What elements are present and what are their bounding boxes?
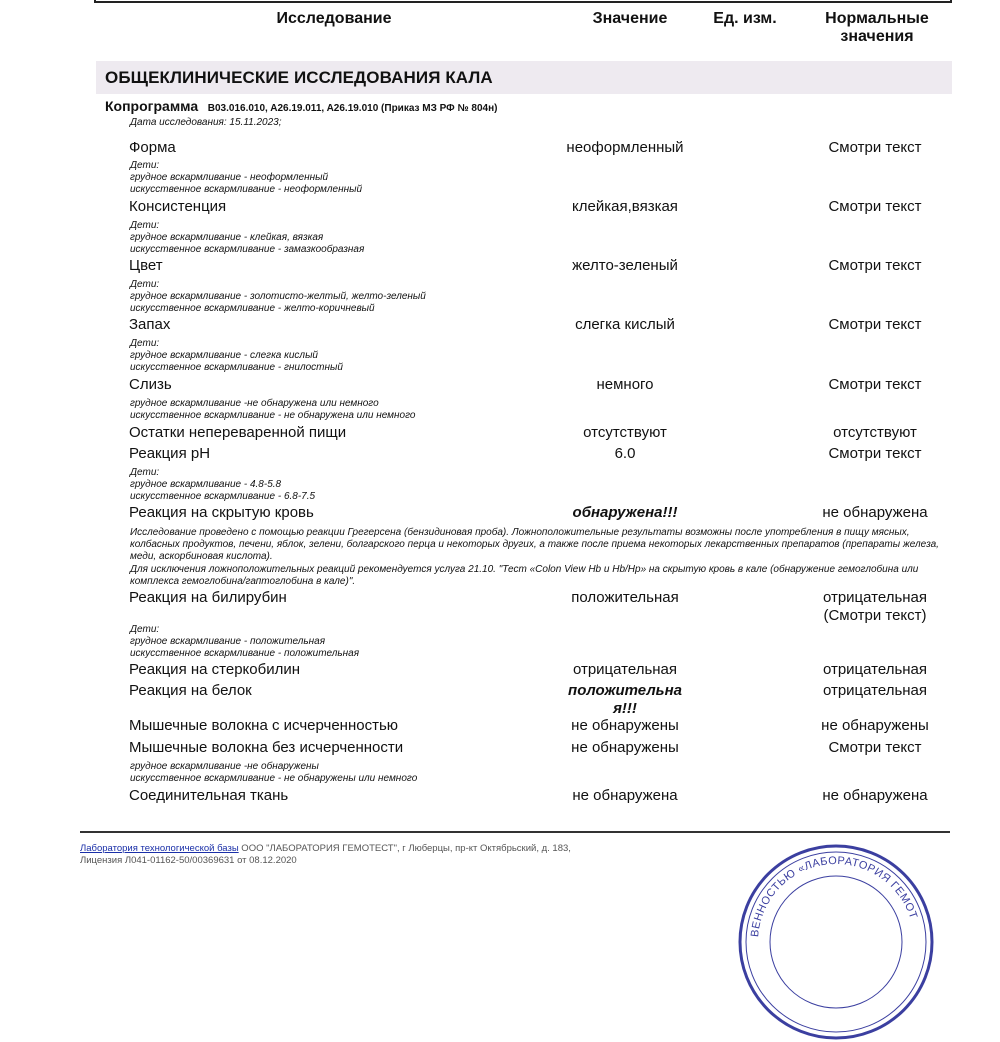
license: Лицензия Л041-01162-50/00369631 от 08.12.2020 [80, 855, 297, 866]
footer [80, 843, 571, 867]
row-value: желто-зеленый [572, 257, 678, 274]
row-value: неоформленный [566, 139, 684, 156]
row-note: Дети: грудное вскармливание - положительная искусственное вскармливание - положительная [130, 624, 360, 660]
row-name: Реакция на стеркобилин [129, 661, 300, 678]
row-value: положительная [571, 589, 679, 606]
row-name: Цвет [129, 257, 163, 274]
row-value: не обнаружены [571, 739, 679, 756]
header-norm [800, 10, 954, 46]
row-name: Форма [129, 139, 176, 156]
row-name: Реакция на белок [129, 682, 252, 699]
row-value: клейкая,вязкая [572, 198, 678, 215]
row-note: Дети: грудное вскармливание - слегка кислый искусственное вскармливание - гнилостный [130, 338, 343, 374]
coprogram-heading [105, 98, 497, 114]
row-name: Мышечные волокна с исчерченностью [129, 717, 399, 734]
row-norm: не обнаружены [821, 717, 929, 734]
row-name: Соединительная ткань [129, 787, 289, 804]
row-norm: Смотри текст [828, 376, 922, 393]
top-frame [94, 0, 952, 3]
row-value: 6.0 [614, 445, 636, 462]
row-note: Дети: грудное вскармливание - 4.8-5.8 искусственное вскармливание - 6.8-7.5 [130, 467, 316, 503]
row-norm: отсутствуют [833, 424, 917, 441]
result-row-stercobilin [0, 661, 1000, 681]
header-unit: Ед. изм. [713, 10, 777, 27]
result-row-consistency [0, 198, 1000, 218]
result-row-connective-tissue [0, 787, 1000, 807]
row-name: Мышечные волокна без исчерченности [129, 739, 404, 756]
row-norm: Смотри текст [828, 198, 922, 215]
row-value-flagged: положительна я!!! [568, 682, 682, 717]
result-row-color [0, 257, 1000, 277]
result-row-undigested-food [0, 424, 1000, 444]
result-row-mucus [0, 376, 1000, 396]
stamp-center-ring [770, 876, 902, 1008]
row-value: слегка кислый [575, 316, 675, 333]
row-name: Реакция на скрытую кровь [129, 504, 314, 521]
row-value: отсутствуют [583, 424, 667, 441]
row-name: Реакция pH [129, 445, 211, 462]
stamp-outer-ring [740, 846, 932, 1038]
row-norm: Смотри текст [828, 257, 922, 274]
row-note: грудное вскармливание -не обнаружены искусственное вскармливание - не обнаружены или немного [130, 761, 418, 785]
row-note: Дети: грудное вскармливание - неоформленный искусственное вскармливание - неоформленный [130, 160, 363, 196]
study-date: Дата исследования: 15.11.2023; [130, 117, 282, 128]
footer-divider [80, 831, 950, 833]
row-name: Слизь [129, 376, 172, 393]
result-row-odor [0, 316, 1000, 336]
row-value: не обнаружены [571, 717, 679, 734]
row-value: немного [596, 376, 654, 393]
result-row-protein [0, 682, 1000, 720]
result-row-occult-blood [0, 504, 1000, 524]
row-name: Запах [129, 316, 171, 333]
row-norm: не обнаружена [822, 787, 928, 804]
row-value-flagged: обнаружена!!! [572, 504, 678, 521]
coprogram-codes: B03.016.010, A26.19.011, A26.19.010 (Приказ МЗ РФ № 804н) [207, 103, 498, 114]
row-norm: Смотри текст [828, 316, 922, 333]
row-value: отрицательная [572, 661, 678, 678]
row-norm: отрицательная [822, 682, 928, 699]
row-note: Дети: грудное вскармливание - клейкая, вязкая искусственное вскармливание - замазкообразная [130, 220, 365, 256]
row-norm: Смотри текст [828, 445, 922, 462]
row-norm: отрицательная (Смотри текст) [822, 589, 928, 624]
result-row-form [0, 139, 1000, 159]
row-norm: не обнаружена [822, 504, 928, 521]
section-title: ОБЩЕКЛИНИЧЕСКИЕ ИССЛЕДОВАНИЯ КАЛА [105, 68, 493, 87]
header-norm-line2: значения [840, 28, 914, 45]
header-value: Значение [592, 10, 668, 27]
row-name: Реакция на билирубин [129, 589, 287, 606]
row-name: Остатки непереваренной пищи [129, 424, 347, 441]
row-note-occult-blood: Исследование проведено с помощью реакции Грегерсена (бензидиновая проба). Ложноположительные результаты возможны после употребления в пищу мясных, колбасных продуктов, печени, яблок, зелени, болгарского перца и некоторых других, а также после приема некоторых лекарственных препаратов (препараты железа, меди, аскорбиновая кислота). Для исключения ложноположительных реакций рекомендуется услуга 21.10. "Тест «Colon View Hb и Hb/Hp» на скрытую кровь в кале (обнаружение гемоглобина или комплекса гемоглобина/гаптоглобина в кале)". [130, 527, 939, 587]
row-note: грудное вскармливание -не обнаружена или немного искусственное вскармливание - не обнаружена или немного [130, 398, 416, 422]
result-row-ph [0, 445, 1000, 465]
stamp-inner-ring [746, 852, 926, 1032]
row-norm: Смотри текст [828, 739, 922, 756]
header-study: Исследование [276, 10, 392, 27]
coprogram-title: Копрограмма [105, 98, 199, 114]
result-row-muscle-nonstriated [0, 739, 1000, 759]
result-row-bilirubin [0, 589, 1000, 629]
row-norm: Смотри текст [828, 139, 922, 156]
row-value: не обнаружена [572, 787, 678, 804]
row-note: Дети: грудное вскармливание - золотисто-желтый, желто-зеленый искусственное вскармливание - желто-коричневый [130, 279, 426, 315]
lab-stamp [736, 842, 936, 1042]
lab-link[interactable]: Лаборатория технологической базы [80, 843, 239, 854]
result-row-muscle-striated [0, 717, 1000, 737]
lab-org: ООО "ЛАБОРАТОРИЯ ГЕМОТЕСТ", г Люберцы, пр-кт Октябрьский, д. 183, [238, 843, 571, 854]
row-norm: отрицательная [822, 661, 928, 678]
header-norm-line1: Нормальные [825, 10, 929, 27]
stamp-text: ВЕННОСТЬЮ «ЛАБОРАТОРИЯ ГЕМОТ [749, 854, 920, 938]
row-name: Консистенция [129, 198, 227, 215]
